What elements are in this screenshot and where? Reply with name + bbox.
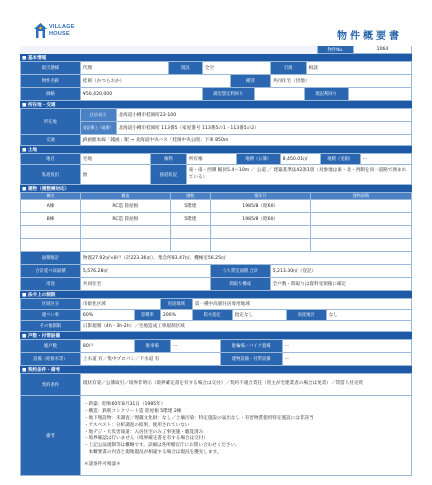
infra-label: 設備（給排水等） — [21, 353, 81, 366]
city-zone-value: 市街化区域 — [81, 299, 161, 310]
area-total-row — [21, 252, 412, 265]
building-built: 1985/8（昭60） — [211, 213, 311, 226]
units-value: 80戸 — [81, 340, 135, 353]
fire-zone-label: 防火指定 — [193, 310, 233, 321]
current-yield-value — [349, 88, 412, 101]
other-restriction-label: その他制限 — [21, 321, 81, 332]
logo-text-line1: VILLAGE — [49, 24, 75, 30]
contract-terms-row — [21, 374, 412, 396]
handover-value: 相談 — [307, 62, 412, 75]
remarks-line: ・アスベスト：分析調査の結果、使用されていない — [83, 422, 190, 428]
building-col-structure: 構造 — [81, 193, 171, 200]
parking-row-2 — [21, 353, 412, 366]
building-built: 1985/8（昭60） — [211, 200, 311, 213]
current-yield-label: 現況利回り — [305, 88, 349, 101]
bcr-value: 60% — [81, 310, 135, 321]
property-kind-label: 種別 — [231, 75, 271, 88]
section-building: ■ 建物（複数棟対応） — [20, 185, 412, 193]
traffic-label: 交通 — [21, 135, 81, 146]
facility-value: ー — [283, 353, 412, 366]
building-area — [311, 213, 412, 226]
floor-area-row — [21, 265, 412, 278]
remarks-line: ・上記公法規制等は概略です。詳細は各所轄官庁にお問い合わせください。 — [83, 443, 240, 449]
remarks-line: ・境界確認は行いません（境界確定書を有する場合は交付） — [83, 436, 208, 442]
status-value: 全空 — [203, 62, 271, 75]
basic-row-2 — [21, 75, 412, 88]
bcr-label: 建ぺい率 — [21, 310, 81, 321]
building-floors: 5階建 — [171, 213, 211, 226]
total-floor-label: 合計延べ床面積 — [21, 265, 81, 278]
registry-address-value: 北海道小樽市桂岡町 113番5（家屋番号 113番5の1・113番5の2） — [117, 122, 413, 135]
private-road-value: 無 — [81, 165, 151, 185]
table-row-empty — [21, 239, 412, 252]
status-label: 現況 — [169, 62, 203, 75]
logo-text-line2: HOUSE — [49, 31, 70, 37]
table-row — [21, 200, 412, 213]
parking-value: ー — [171, 340, 221, 353]
price-value: ¥50,420,000 — [81, 88, 203, 101]
registry-address-label: 登記簿上（地番） — [81, 122, 117, 135]
basic-row-3 — [21, 88, 412, 101]
remarks-line: ・新築：昭和60年8月31日（1985年） — [83, 401, 166, 407]
far-value: 200% — [161, 310, 193, 321]
height-zone-label: 高度地区 — [287, 310, 327, 321]
property-no-value: 1064 — [354, 46, 412, 54]
bike-parking-label: 駐輪場／バイク置場 — [221, 340, 283, 353]
land-row-2 — [21, 165, 412, 185]
building-area — [311, 200, 412, 213]
building-header-row — [21, 193, 412, 200]
section-basic: ■ 基本情報 — [20, 54, 412, 62]
area-total-label: 面積総計 — [21, 252, 81, 265]
private-road-label: 私道負担 — [21, 165, 81, 185]
building-structure: RC造 陸屋根 — [81, 200, 171, 213]
trade-type-label: 取引態様 — [21, 62, 81, 75]
section-location: ■ 所在地・交通 — [20, 101, 412, 109]
house-logo-icon — [34, 23, 47, 38]
remarks-line: ＊諸条件可相談＊ — [83, 462, 121, 468]
parking-label: 駐車場 — [135, 340, 171, 353]
table-row-empty — [21, 226, 412, 239]
facility-label: 建物設備・付帯設備 — [221, 353, 283, 366]
remarks-value — [81, 396, 412, 476]
address-row — [21, 109, 412, 135]
section-parking: ■ 戸数・付帯設備 — [20, 332, 412, 340]
area-total-value: 物置27.92㎡×8戸（計223.36㎡）、集会所83.47㎡、機械室56.25㎡ — [81, 252, 412, 265]
building-structure: RC造 陸屋根 — [81, 213, 171, 226]
remarks-line: ・地デジ・大災害報道：入居住宅のみ工事実施・聴覚済み — [83, 429, 204, 435]
property-name-value: 桂岡（かつらおか） — [81, 75, 231, 88]
land-area-real-value: ー — [361, 154, 412, 165]
building-name: B棟 — [21, 213, 81, 226]
land-area-value: 8,450.01㎡ — [281, 154, 321, 165]
land-area-label: 地積（公簿） — [237, 154, 281, 165]
land-area-real-label: 地積（実測） — [321, 154, 361, 165]
remarks-line: ・構造：鉄筋コンクリート造 陸屋根 5階建 2棟 — [83, 408, 182, 414]
property-no-row — [20, 46, 412, 54]
building-floors: 5階建 — [171, 200, 211, 213]
law-row-1 — [21, 299, 412, 310]
section-law: ■ 法令上の制限 — [20, 291, 412, 299]
price-label: 価格 — [21, 88, 81, 101]
traffic-row — [21, 135, 412, 146]
floorplan-value: 全戸数・間取りは資料受領後に確定 — [271, 278, 412, 291]
building-col-name: 棟名 — [21, 193, 81, 200]
parking-row-1 — [21, 340, 412, 353]
document-header — [20, 10, 412, 46]
law-row-2 — [21, 310, 412, 321]
rentable-area-value: 5,213.30㎡（登記） — [271, 265, 412, 278]
table-row — [21, 213, 412, 226]
bike-parking-value: ー — [283, 340, 412, 353]
land-category-label: 地目 — [21, 154, 81, 165]
full-yield-label: 満室想定利回り — [203, 88, 255, 101]
village-house-logo — [34, 21, 96, 41]
building-col-area: 建物面積 — [311, 193, 412, 200]
building-col-floors: 階数 — [171, 193, 211, 200]
page-title: 物件概要書 — [337, 31, 402, 42]
remarks-line: ・地下埋設物：未調査／埋蔵文化財：なし／土壌汚染：特定施設の届出なし・有害物質使用特定施設には非該当 — [83, 415, 314, 421]
traffic-value: JR函館本線「銭函」駅 → 北海道中央バス「桂岡中央公園」下車 850m — [81, 135, 412, 146]
units-label: 総戸数 — [21, 340, 81, 353]
building-name: A棟 — [21, 200, 81, 213]
display-address-value: 北海道小樽市桂岡町23-100 — [117, 109, 413, 122]
use-zone-label: 用途地域 — [161, 299, 193, 310]
city-zone-label: 区域区分 — [21, 299, 81, 310]
other-restriction-value: 日影規制（4h・3h-2h）／宅地造成工事規制区域 — [81, 321, 412, 332]
basic-row-1 — [21, 62, 412, 75]
fire-zone-value: 指定なし — [233, 310, 287, 321]
floorplan-label: 間取り構成 — [211, 278, 271, 291]
height-zone-value: なし — [327, 310, 412, 321]
usage-row — [21, 278, 412, 291]
far-label: 容積率 — [135, 310, 161, 321]
usage-label: 用途 — [21, 278, 81, 291]
trade-type-value: 代理 — [81, 62, 169, 75]
address-label: 所在地 — [21, 109, 81, 135]
property-no-label: 物件No. — [318, 46, 354, 54]
section-land: ■ 土地 — [20, 146, 412, 154]
road-contact-label: 接道状況 — [151, 165, 187, 185]
use-zone-value: 第一種中高層住居専用地域 — [193, 299, 412, 310]
handover-label: 引渡 — [271, 62, 307, 75]
remarks-row — [21, 396, 412, 476]
land-row-1 — [21, 154, 412, 165]
remarks-label: 備考 — [21, 396, 81, 476]
contract-terms-value: 現状有姿／公簿取引／境界非明示（境界確定書を有する場合は交付）／契約不適合責任（買主が宅建業者の場合は免責）／賃借人付売買 — [81, 374, 412, 396]
building-col-built: 築年月 — [211, 193, 311, 200]
total-floor-value: 5,576.28㎡ — [81, 265, 211, 278]
property-summary-sheet — [20, 46, 412, 476]
land-right-value: 所有権 — [187, 154, 237, 165]
display-address-label: 住居表示 — [81, 109, 117, 122]
section-contract: ■ 契約条件・備考 — [20, 366, 412, 374]
law-row-3 — [21, 321, 412, 332]
land-category-value: 宅地 — [81, 154, 151, 165]
remarks-line: 本概要書の内容と現地現況が相違する場合は現況を優先します。 — [83, 450, 222, 456]
infra-value: 上水道 有／集中プロパン／下水道 有 — [81, 353, 221, 366]
property-kind-value: 共同住宅（団地） — [271, 75, 412, 88]
road-contact-value: 東・南・西側 幅員5.4〜10m ／ 公道 ／ 建築基準法42条1項（対象地は東・北・西側を同一道路で囲まれている） — [187, 165, 412, 185]
contract-terms-label: 契約条件 — [21, 374, 81, 396]
land-right-label: 権利 — [151, 154, 187, 165]
property-name-label: 物件名称 — [21, 75, 81, 88]
full-yield-value — [255, 88, 305, 101]
rentable-area-label: うち貸室面積 合計 — [211, 265, 271, 278]
usage-value: 共同住宅 — [81, 278, 211, 291]
